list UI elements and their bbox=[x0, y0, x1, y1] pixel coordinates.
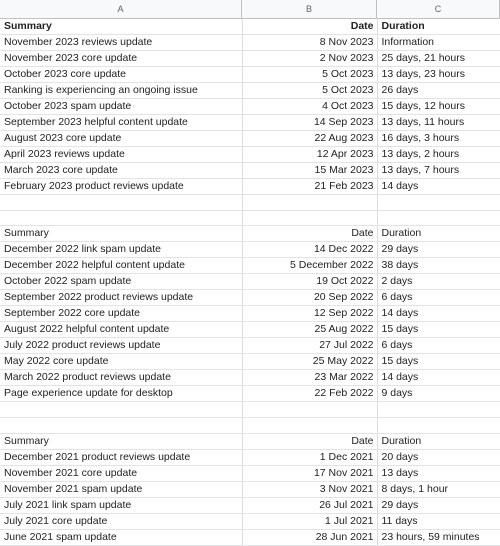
table-row bbox=[0, 529, 500, 545]
duration-cell[interactable] bbox=[377, 402, 500, 418]
summary-cell[interactable]: October 2023 core update bbox=[0, 67, 242, 83]
table-row bbox=[0, 402, 500, 418]
duration-cell[interactable]: 14 days bbox=[377, 306, 500, 322]
table-row bbox=[0, 449, 500, 465]
date-cell[interactable]: 8 Nov 2023 bbox=[242, 35, 377, 51]
date-cell[interactable]: 28 Jun 2021 bbox=[242, 529, 377, 545]
table-row bbox=[0, 83, 500, 99]
duration-cell[interactable]: 15 days bbox=[377, 354, 500, 370]
date-cell[interactable]: 20 Sep 2022 bbox=[242, 290, 377, 306]
date-cell[interactable]: 4 Oct 2023 bbox=[242, 99, 377, 115]
date-cell[interactable]: 1 Dec 2021 bbox=[242, 449, 377, 465]
summary-cell[interactable]: June 2021 spam update bbox=[0, 529, 242, 545]
duration-cell[interactable]: 2 days bbox=[377, 274, 500, 290]
summary-cell[interactable]: Summary bbox=[0, 19, 242, 35]
summary-cell[interactable]: May 2022 core update bbox=[0, 354, 242, 370]
table-row bbox=[0, 226, 500, 242]
table-row bbox=[0, 258, 500, 274]
summary-cell[interactable] bbox=[0, 402, 242, 418]
duration-cell[interactable]: 13 days, 2 hours bbox=[377, 147, 500, 163]
duration-cell[interactable]: 25 days, 21 hours bbox=[377, 51, 500, 67]
duration-cell[interactable] bbox=[377, 195, 500, 211]
summary-cell[interactable]: February 2023 product reviews update bbox=[0, 179, 242, 195]
summary-cell[interactable]: July 2021 link spam update bbox=[0, 497, 242, 513]
date-cell[interactable]: 17 Nov 2021 bbox=[242, 465, 377, 481]
summary-cell[interactable]: August 2023 core update bbox=[0, 131, 242, 147]
duration-cell[interactable]: Information bbox=[377, 35, 500, 51]
duration-cell[interactable]: 11 days bbox=[377, 513, 500, 529]
column-header-bar bbox=[0, 0, 500, 19]
summary-cell[interactable]: July 2021 core update bbox=[0, 513, 242, 529]
table-row bbox=[0, 513, 500, 529]
duration-cell[interactable]: Duration bbox=[377, 433, 500, 449]
duration-cell[interactable]: 13 days, 23 hours bbox=[377, 67, 500, 83]
summary-cell[interactable]: September 2022 core update bbox=[0, 306, 242, 322]
date-cell[interactable]: 5 December 2022 bbox=[242, 258, 377, 274]
summary-cell[interactable]: April 2023 reviews update bbox=[0, 147, 242, 163]
table-row bbox=[0, 306, 500, 322]
summary-cell[interactable]: October 2022 spam update bbox=[0, 274, 242, 290]
duration-cell[interactable]: 6 days bbox=[377, 290, 500, 306]
date-cell[interactable]: 5 Oct 2023 bbox=[242, 67, 377, 83]
duration-cell[interactable]: 26 days bbox=[377, 83, 500, 99]
duration-cell[interactable]: 6 days bbox=[377, 338, 500, 354]
date-cell[interactable]: Date bbox=[242, 19, 377, 35]
table-row bbox=[0, 210, 500, 226]
date-cell[interactable]: 14 Dec 2022 bbox=[242, 242, 377, 258]
duration-cell[interactable]: 8 days, 1 hour bbox=[377, 481, 500, 497]
duration-cell[interactable]: Duration bbox=[377, 19, 500, 35]
table-row bbox=[0, 354, 500, 370]
summary-cell[interactable]: November 2021 spam update bbox=[0, 481, 242, 497]
table-row bbox=[0, 433, 500, 449]
duration-cell[interactable]: 14 days bbox=[377, 370, 500, 386]
summary-cell[interactable]: December 2022 helpful content update bbox=[0, 258, 242, 274]
table-row bbox=[0, 19, 500, 35]
date-cell[interactable] bbox=[242, 210, 377, 226]
table-row bbox=[0, 370, 500, 386]
duration-cell[interactable]: 13 days, 7 hours bbox=[377, 163, 500, 179]
date-cell[interactable]: 25 Aug 2022 bbox=[242, 322, 377, 338]
date-cell[interactable]: 3 Nov 2021 bbox=[242, 481, 377, 497]
summary-cell[interactable]: March 2022 product reviews update bbox=[0, 370, 242, 386]
summary-cell[interactable]: November 2023 core update bbox=[0, 51, 242, 67]
summary-cell[interactable]: December 2022 link spam update bbox=[0, 242, 242, 258]
date-cell[interactable]: 23 Mar 2022 bbox=[242, 370, 377, 386]
column-header-a[interactable]: A bbox=[0, 0, 242, 18]
date-cell[interactable]: 15 Mar 2023 bbox=[242, 163, 377, 179]
date-cell[interactable]: 27 Jul 2022 bbox=[242, 338, 377, 354]
summary-cell[interactable]: November 2023 reviews update bbox=[0, 35, 242, 51]
column-header-c[interactable]: C bbox=[377, 0, 500, 18]
table-row bbox=[0, 195, 500, 211]
date-cell[interactable]: 19 Oct 2022 bbox=[242, 274, 377, 290]
date-cell[interactable]: 22 Feb 2022 bbox=[242, 386, 377, 402]
summary-cell[interactable]: September 2023 helpful content update bbox=[0, 115, 242, 131]
table-row bbox=[0, 179, 500, 195]
duration-cell[interactable]: 29 days bbox=[377, 242, 500, 258]
summary-cell[interactable]: March 2023 core update bbox=[0, 163, 242, 179]
summary-cell[interactable]: August 2022 helpful content update bbox=[0, 322, 242, 338]
duration-cell[interactable]: 20 days bbox=[377, 449, 500, 465]
table-row bbox=[0, 386, 500, 402]
table-row bbox=[0, 67, 500, 83]
summary-cell[interactable]: September 2022 product reviews update bbox=[0, 290, 242, 306]
table-row bbox=[0, 242, 500, 258]
duration-cell[interactable]: 14 days bbox=[377, 179, 500, 195]
duration-cell[interactable] bbox=[377, 418, 500, 434]
summary-cell[interactable]: Summary bbox=[0, 433, 242, 449]
table-row bbox=[0, 99, 500, 115]
table-row bbox=[0, 274, 500, 290]
duration-cell[interactable]: 9 days bbox=[377, 386, 500, 402]
table-row bbox=[0, 51, 500, 67]
date-cell[interactable]: 22 Aug 2023 bbox=[242, 131, 377, 147]
table-row bbox=[0, 465, 500, 481]
table-row bbox=[0, 290, 500, 306]
duration-cell[interactable]: 29 days bbox=[377, 497, 500, 513]
date-cell[interactable] bbox=[242, 418, 377, 434]
table-row bbox=[0, 418, 500, 434]
summary-cell[interactable]: October 2023 spam update bbox=[0, 99, 242, 115]
duration-cell[interactable]: 23 hours, 59 minutes bbox=[377, 529, 500, 545]
column-header-b[interactable]: B bbox=[242, 0, 377, 18]
duration-cell[interactable]: 13 days bbox=[377, 465, 500, 481]
duration-cell[interactable]: 15 days, 12 hours bbox=[377, 99, 500, 115]
date-cell[interactable]: 25 May 2022 bbox=[242, 354, 377, 370]
date-cell[interactable]: 2 Nov 2023 bbox=[242, 51, 377, 67]
date-cell[interactable]: 12 Sep 2022 bbox=[242, 306, 377, 322]
summary-cell[interactable]: July 2022 product reviews update bbox=[0, 338, 242, 354]
date-cell[interactable]: Date bbox=[242, 433, 377, 449]
date-cell[interactable]: 26 Jul 2021 bbox=[242, 497, 377, 513]
summary-cell[interactable] bbox=[0, 195, 242, 211]
summary-cell[interactable]: December 2021 product reviews update bbox=[0, 449, 242, 465]
date-cell[interactable]: 12 Apr 2023 bbox=[242, 147, 377, 163]
duration-cell[interactable]: 13 days, 11 hours bbox=[377, 115, 500, 131]
data-grid bbox=[0, 19, 500, 546]
table-row bbox=[0, 131, 500, 147]
date-cell[interactable]: 14 Sep 2023 bbox=[242, 115, 377, 131]
table-row bbox=[0, 481, 500, 497]
date-cell[interactable] bbox=[242, 195, 377, 211]
duration-cell[interactable]: 16 days, 3 hours bbox=[377, 131, 500, 147]
summary-cell[interactable] bbox=[0, 418, 242, 434]
date-cell[interactable]: 5 Oct 2023 bbox=[242, 83, 377, 99]
date-cell[interactable]: 21 Feb 2023 bbox=[242, 179, 377, 195]
table-row bbox=[0, 322, 500, 338]
date-cell[interactable] bbox=[242, 402, 377, 418]
summary-cell[interactable] bbox=[0, 210, 242, 226]
table-row bbox=[0, 338, 500, 354]
summary-cell[interactable]: Summary bbox=[0, 226, 242, 242]
summary-cell[interactable]: Ranking is experiencing an ongoing issue bbox=[0, 83, 242, 99]
duration-cell[interactable]: 38 days bbox=[377, 258, 500, 274]
date-cell[interactable]: Date bbox=[242, 226, 377, 242]
table-row bbox=[0, 147, 500, 163]
summary-cell[interactable]: Page experience update for desktop bbox=[0, 386, 242, 402]
summary-cell[interactable]: November 2021 core update bbox=[0, 465, 242, 481]
duration-cell[interactable] bbox=[377, 210, 500, 226]
date-cell[interactable]: 1 Jul 2021 bbox=[242, 513, 377, 529]
table-row bbox=[0, 35, 500, 51]
table-row bbox=[0, 497, 500, 513]
table-row bbox=[0, 115, 500, 131]
duration-cell[interactable]: Duration bbox=[377, 226, 500, 242]
duration-cell[interactable]: 15 days bbox=[377, 322, 500, 338]
grid-body bbox=[0, 19, 500, 545]
table-row bbox=[0, 163, 500, 179]
